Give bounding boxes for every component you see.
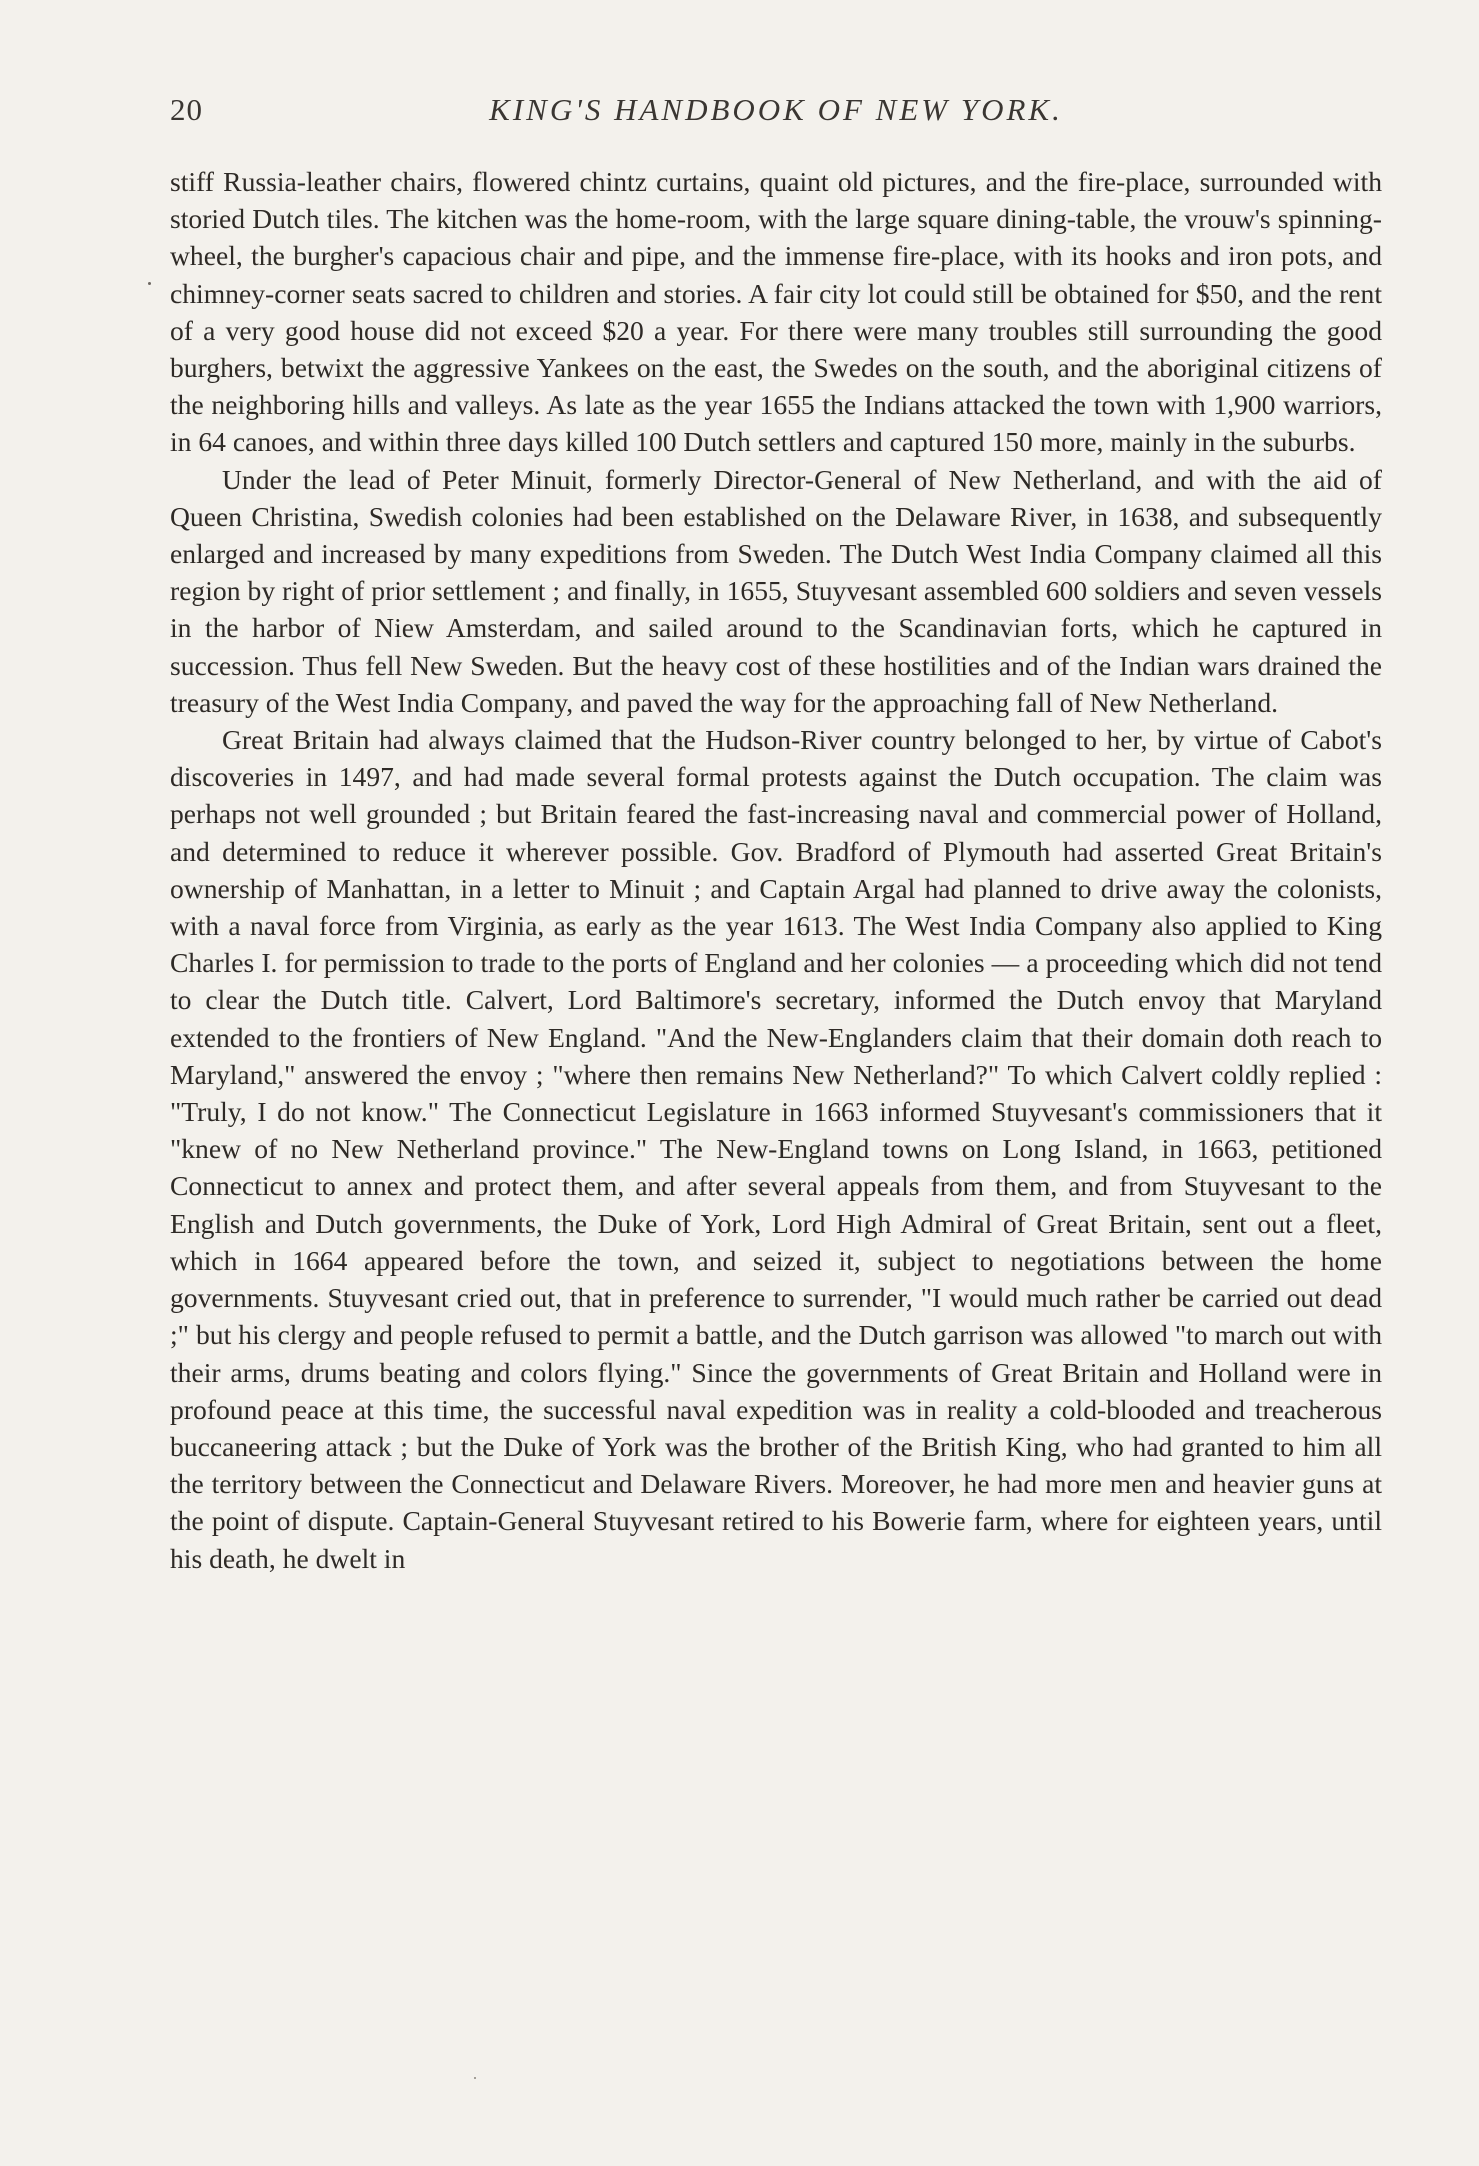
paragraph-continued: stiff Russia-leather chairs, flowered chintz curtains, quaint old pictures, and the fire-place, surrounded with storied Dutch tiles. The kitchen was the home-room, with the large square dining-table, the vrouw's spinning-wheel, the burgher's capacious chair and pipe, and the immense fire-place, with its hooks and iron pots, and chimney-corner seats sacred to children and stories. A fair city lot could still be obtained for $50, and the rent of a very good house did not exceed $20 a year. For there were many troubles still surrounding the good burghers, betwixt the aggressive Yankees on the east, the Swedes on the south, and the aboriginal citizens of the neighboring hills and valleys. As late as the year 1655 the Indians attacked the town with 1,900 warriors, in 64 canoes, and within three days killed 100 Dutch settlers and captured 150 more, mainly in the suburbs. <box>170 166 1382 458</box>
running-title: KING'S HANDBOOK OF NEW YORK. <box>489 92 1063 127</box>
paragraph-new-sweden: Under the lead of Peter Minuit, formerly Director-General of New Netherland, and with the aid of Queen Christina, Swedish colonies had been established on the Delaware River, in 1638, and subsequently enlarged and increased by many expeditions from Sweden. The Dutch West India Company claimed all this region by right of prior settlement ; and finally, in 1655, Stuyvesant assembled 600 soldiers and seven vessels in the harbor of Niew Amsterdam, and sailed around to the Scandinavian forts, which he captured in succession. Thus fell New Sweden. But the heavy cost of these hostilities and of the Indian wars drained the treasury of the West India Company, and paved the way for the approaching fall of New Netherland. <box>170 463 1382 718</box>
foot-mark <box>474 2077 476 2079</box>
body-text <box>170 163 1382 1577</box>
page-header <box>170 92 1382 132</box>
page-number: 20 <box>170 92 203 127</box>
paragraph-british-claim: Great Britain had always claimed that the Hudson-River country belonged to her, by virtue of Cabot's discoveries in 1497, and had made several formal protests against the Dutch occupation. The claim was perhaps not well grounded ; but Britain feared the fast-increasing naval and commercial power of Holland, and determined to reduce it wherever possible. Gov. Bradford of Plymouth had asserted Great Britain's ownership of Manhattan, in a letter to Minuit ; and Captain Argal had planned to drive away the colonists, with a naval force from Virginia, as early as the year 1613. The West India Company also applied to King Charles I. for permission to trade to the ports of England and her colonies — a proceeding which did not tend to clear the Dutch title. Calvert, Lord Baltimore's secretary, informed the Dutch envoy that Maryland extended to the frontiers of New England. "And the New-Englanders claim that their domain doth reach to Maryland," answered the envoy ; "where then remains New Netherland?" To which Calvert coldly replied : "Truly, I do not know." The Connecticut Legislature in 1663 informed Stuyvesant's commissioners that it "knew of no New Netherland province." The New-England towns on Long Island, in 1663, petitioned Connecticut to annex and protect them, and after several appeals from them, and from Stuyvesant to the English and Dutch governments, the Duke of York, Lord High Admiral of Great Britain, sent out a fleet, which in 1664 appeared before the town, and seized it, subject to negotiations between the home governments. Stuyvesant cried out, that in preference to surrender, "I would much rather be carried out dead ;" but his clergy and people refused to permit a battle, and the Dutch garrison was allowed "to march out with their arms, drums beating and colors flying." Since the governments of Great Britain and Holland were in profound peace at this time, the successful naval expedition was in reality a cold-blooded and treacherous buccaneering attack ; but the Duke of York was the brother of the British King, who had granted to him all the territory between the Connecticut and Delaware Rivers. Moreover, he had more men and heavier guns at the point of dispute. Captain-General Stuyvesant retired to his Bowerie farm, where for eighteen years, until his death, he dwelt in <box>170 724 1382 1574</box>
margin-mark <box>148 282 151 285</box>
